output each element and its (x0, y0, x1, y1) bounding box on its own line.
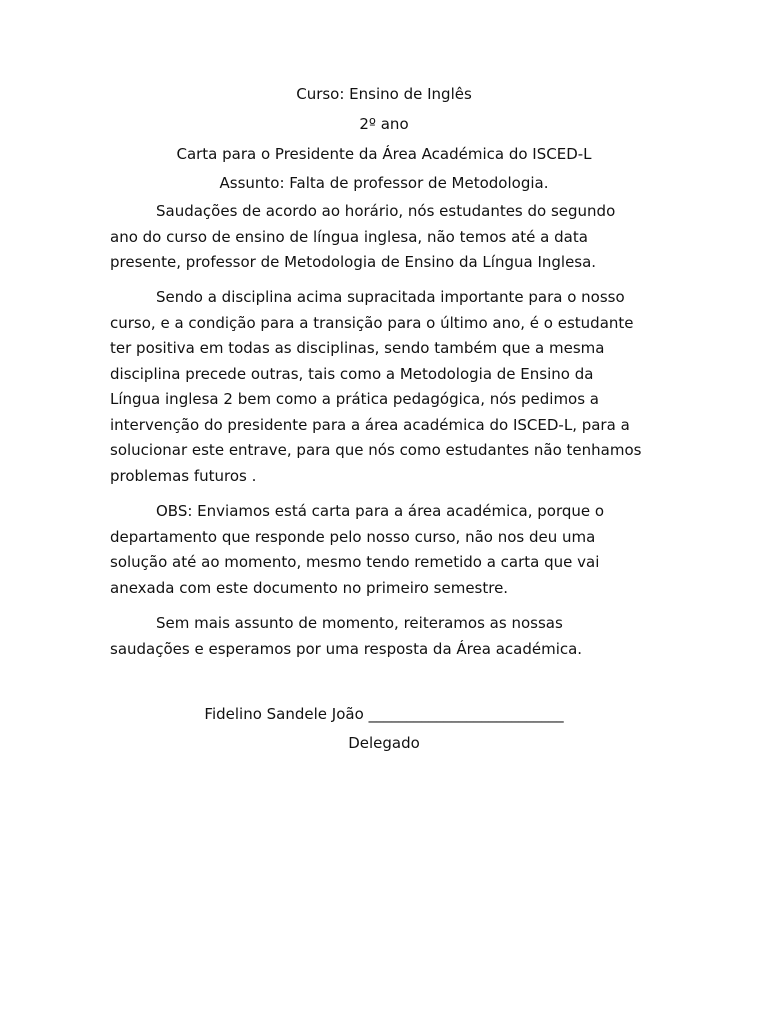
paragraph-request (110, 285, 670, 489)
paragraph-line: problemas futuros . (110, 466, 257, 485)
paragraph-line: disciplina precede outras, tais como a Metodologia de Ensino da (110, 364, 594, 383)
paragraph-line: saudações e esperamos por uma resposta da Área académica. (110, 639, 583, 658)
paragraph-line: ter positiva em todas as disciplinas, sendo também que a mesma (110, 339, 605, 357)
paragraph-line: solução até ao momento, mesmo tendo remetido a carta que vai (110, 553, 600, 571)
paragraph-line: ano do curso de ensino de língua inglesa, não temos até a data (110, 227, 588, 246)
paragraph-line: Língua inglesa 2 bem como a prática pedagógica, nós pedimos a (110, 390, 600, 408)
signature-name: Fidelino Sandele João (204, 705, 364, 723)
paragraph-line: curso, e a condição para a transição para o último ano, é o estudante (110, 313, 634, 332)
paragraph-greeting (110, 199, 670, 276)
course-line: Curso: Ensino de Inglês (296, 85, 472, 103)
paragraph-line: Sendo a disciplina acima supracitada importante para o nosso (156, 288, 625, 306)
paragraph-line: Sem mais assunto de momento, reiteramos as nossas (156, 614, 563, 632)
paragraph-line: OBS: Enviamos está carta para a área académica, porque o (156, 502, 605, 520)
subject-line: Assunto: Falta de professor de Metodologia. (219, 174, 549, 192)
paragraph-line: intervenção do presidente para a área académica do ISCED-L, para a (110, 415, 630, 434)
paragraph-obs (110, 499, 670, 601)
signature-line: __________________________ (368, 705, 564, 723)
paragraph-line: Saudações de acordo ao horário, nós estudantes do segundo (156, 202, 616, 220)
paragraph-line: solucionar este entrave, para que nós como estudantes não tenhamos (110, 441, 642, 459)
paragraph-closing (110, 611, 670, 662)
year-line: 2º ano (359, 115, 409, 133)
signature-role: Delegado (348, 734, 420, 752)
paragraph-line: presente, professor de Metodologia de Ensino da Língua Inglesa. (110, 253, 597, 271)
signature-row (0, 704, 768, 724)
letter-title: Carta para o Presidente da Área Académica do ISCED-L (176, 145, 592, 163)
paragraph-line: departamento que responde pelo nosso curso, não nos deu uma (110, 527, 596, 546)
paragraph-line: anexada com este documento no primeiro semestre. (110, 578, 509, 597)
